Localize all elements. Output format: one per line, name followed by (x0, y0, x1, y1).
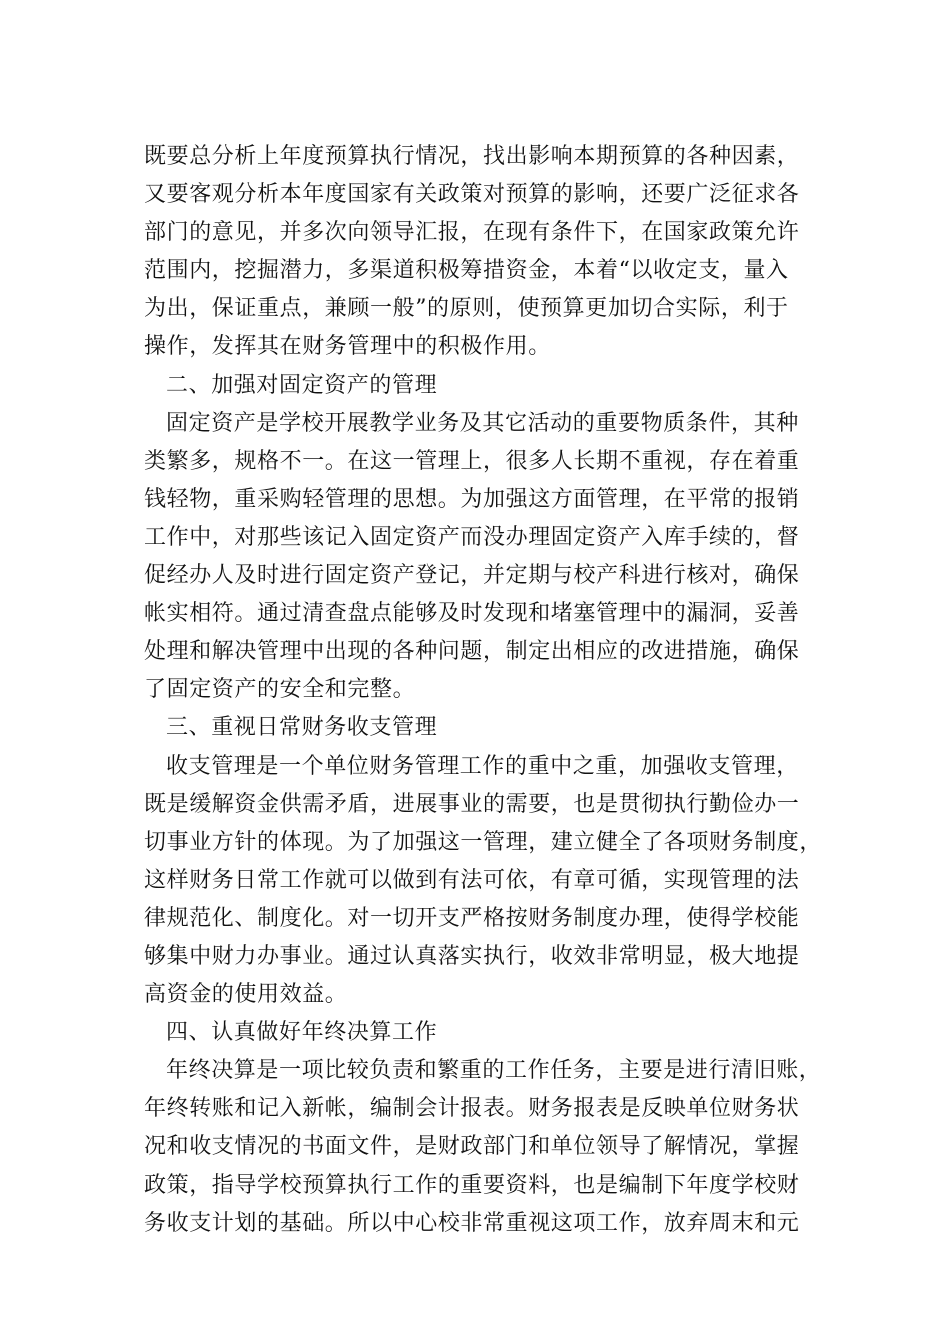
text-line: 高资金的使用效益。 (144, 982, 348, 1008)
text-line: 部门的意见，并多次向领导汇报，在现有条件下，在国家政策允许 (144, 220, 800, 246)
text-line: 钱轻物，重采购轻管理的思想。为加强这方面管理，在平常的报销 (144, 486, 800, 512)
text-line: 年终转账和记入新帐，编制会计报表。财务报表是反映单位财务状 (144, 1096, 800, 1122)
text-line: 务收支计划的基础。所以中心校非常重视这项工作，放弃周末和元 (144, 1210, 800, 1236)
text-line: 处理和解决管理中出现的各种问题，制定出相应的改进措施，确保 (144, 639, 800, 665)
text-line: 律规范化、制度化。对一切开支严格按财务制度办理，使得学校能 (144, 905, 800, 931)
text-line: 类繁多，规格不一。在这一管理上，很多人长期不重视，存在着重 (144, 448, 800, 474)
text-line: 况和收支情况的书面文件，是财政部门和单位领导了解情况，掌握 (144, 1134, 800, 1160)
section-heading: 四、认真做好年终决算工作 (166, 1020, 438, 1046)
text-line: 又要客观分析本年度国家有关政策对预算的影响，还要广泛征求各 (144, 182, 800, 208)
text-line: 帐实相符。通过清查盘点能够及时发现和堵塞管理中的漏洞，妥善 (144, 601, 800, 627)
text-line: 工作中，对那些该记入固定资产而没办理固定资产入库手续的，督 (144, 524, 800, 550)
text-line: 收支管理是一个单位财务管理工作的重中之重，加强收支管理， (166, 753, 799, 779)
text-line: 年终决算是一项比较负责和繁重的工作任务，主要是进行清旧账， (166, 1058, 822, 1084)
text-line: 了固定资产的安全和完整。 (144, 677, 416, 703)
text-line: 够集中财力办事业。通过认真落实执行，收效非常明显，极大地提 (144, 943, 800, 969)
document-body (144, 138, 823, 1243)
text-line: 这样财务日常工作就可以做到有法可依，有章可循，实现管理的法 (144, 867, 800, 893)
text-line: 促经办人及时进行固定资产登记，并定期与校产科进行核对，确保 (144, 563, 800, 589)
text-line: 固定资产是学校开展教学业务及其它活动的重要物质条件，其种 (166, 410, 799, 436)
text-line: 既要总分析上年度预算执行情况，找出影响本期预算的各种因素， (144, 144, 800, 169)
section-heading: 二、加强对固定资产的管理 (166, 372, 438, 398)
text-line: 切事业方针的体现。为了加强这一管理，建立健全了各项财务制度， (144, 829, 823, 855)
text-line: 为出，保证重点，兼顾一般”的原则，使预算更加切合实际，利于 (144, 296, 789, 322)
text-line: 政策，指导学校预算执行工作的重要资料，也是编制下年度学校财 (144, 1172, 800, 1198)
text-line: 操作，发挥其在财务管理中的积极作用。 (144, 334, 551, 360)
section-heading: 三、重视日常财务收支管理 (166, 715, 438, 741)
text-line: 既是缓解资金供需矛盾，进展事业的需要，也是贯彻执行勤俭办一 (144, 791, 800, 817)
text-line: 范围内，挖掘潜力，多渠道积极筹措资金，本着“以收定支，量入 (144, 258, 789, 284)
